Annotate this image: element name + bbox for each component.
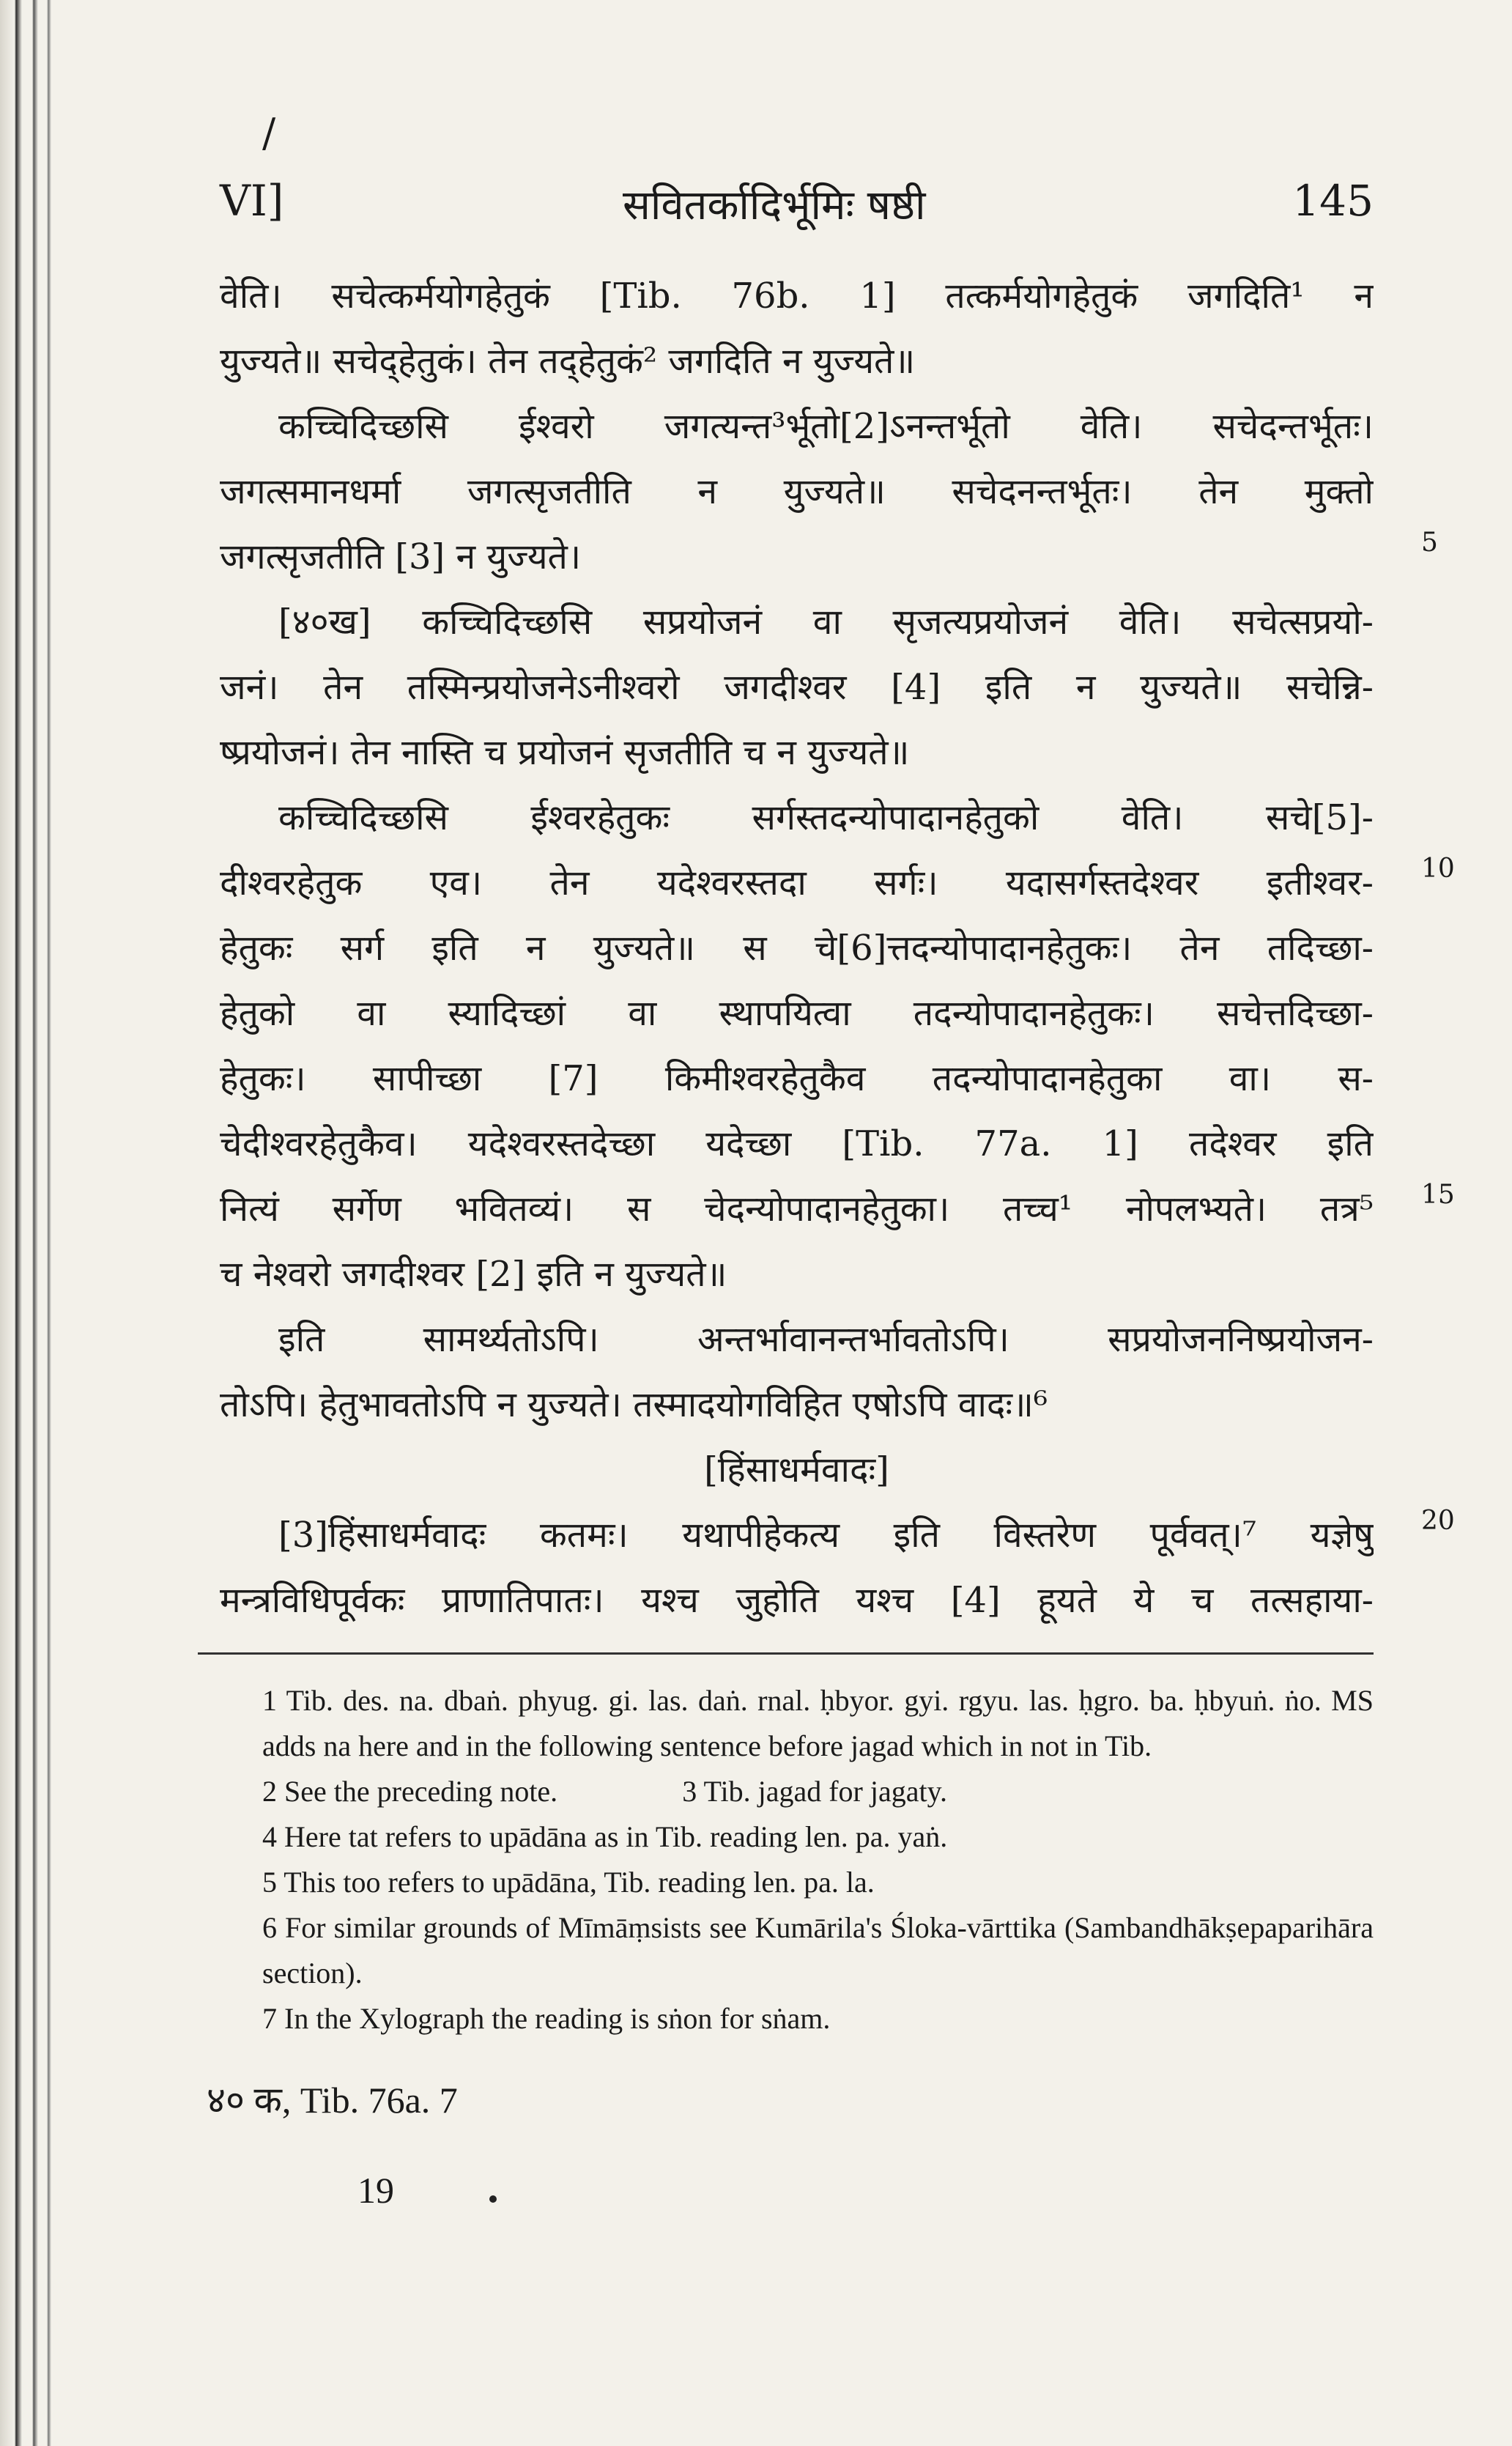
body-line: हेतुको वा स्यादिच्छां वा स्थापयित्वा तदन्योपादानहेतुकः। सचेत्तदिच्छा- (220, 993, 1374, 1034)
body-line: इति सामर्थ्यतोऽपि। अन्तर्भावानन्तर्भावतोऽपि। सप्रयोजननिष्प्रयोजन- (278, 1319, 1374, 1360)
folio-reference: ४० क, Tib. 76a. 7 (207, 2080, 458, 2121)
body-line: युज्यते॥ सचेद्हेतुकं। तेन तद्हेतुकं² जगदिति न युज्यते॥ (220, 341, 916, 382)
body-line: [४०ख] कच्चिदिच्छसि सप्रयोजनं वा सृजत्यप्रयोजनं वेति। सचेत्सप्रयो- (278, 602, 1374, 643)
section-number: VI] (220, 176, 284, 226)
body-line: तोऽपि। हेतुभावतोऽपि न युज्यते। तस्मादयोगविहित एषोऽपि वादः॥⁶ (220, 1384, 1048, 1425)
footnote: 4 Here tat refers to upādāna as in Tib. reading len. pa. yaṅ. (262, 1820, 948, 1853)
body-line: नित्यं सर्गेण भवितव्यं। स चेदन्योपादानहेतुका। तच्च¹ नोपलभ्यते। तत्र⁵ (220, 1189, 1374, 1230)
body-line: दीश्वरहेतुक एव। तेन यदेश्वरस्तदा सर्गः। यदासर्गस्तदेश्वर इतीश्वर- (220, 862, 1374, 904)
footnotes (204, 1678, 1374, 2042)
footnote: 3 Tib. jagad for jagaty. (682, 1775, 948, 1808)
line-number: 20 (1421, 1506, 1455, 1536)
body-line: जगत्सृजतीति [3] न युज्यते। (220, 536, 582, 577)
book-binding-edge (0, 0, 62, 2446)
footnote-row (204, 1769, 1374, 1814)
body-line: जनं। तेन तस्मिन्प्रयोजनेऽनीश्वरो जगदीश्वर [4] इति न युज्यते॥ सचेन्नि- (220, 667, 1374, 708)
running-header (220, 176, 1374, 242)
footnote: 7 In the Xylograph the reading is sṅon for sṅam. (262, 2002, 831, 2035)
body-line: हेतुकः सर्ग इति न युज्यते॥ स चे[6]त्तदन्योपादानहेतुकः। तेन तदिच्छा- (220, 928, 1374, 969)
body-line: वेति। सचेत्कर्मयोगहेतुकं [Tib. 76b. 1] तत्कर्मयोगहेतुकं जगदिति¹ न (220, 276, 1374, 317)
body-line: हेतुकः। सापीच्छा [7] किमीश्वरहेतुकैव तदन्योपादानहेतुका वा। स- (220, 1058, 1374, 1099)
line-number: 10 (1421, 854, 1455, 884)
footnote: 1 Tib. des. na. dbaṅ. phyug. gi. las. daṅ. rnal. ḥbyor. gyi. rgyu. las. ḥgro. ba. ḥbyuṅ. ṅo. MS adds na here and in the following sentence before jagad which in not in Tib. (262, 1684, 1374, 1762)
body-line: मन्त्रविधिपूर्वकः प्राणातिपातः। यश्च जुहोति यश्च [4] हूयते ये च तत्सहाया- (220, 1580, 1374, 1621)
footnote: 6 For similar grounds of Mīmāṃsists see Kumārila's Śloka-vārttika (Sambandhākṣepaparihāra section). (262, 1911, 1374, 1989)
running-title: सवितर्कादिर्भूमिः षष्ठी (623, 182, 926, 229)
body-line: चेदीश्वरहेतुकैव। यदेश्वरस्तदेच्छा यदेच्छा [Tib. 77a. 1] तदेश्वर इति (220, 1123, 1374, 1164)
footnote: 2 See the preceding note. (262, 1775, 558, 1808)
line-number: 15 (1421, 1180, 1455, 1210)
footnote-rule (198, 1652, 1374, 1655)
body-line: [3]हिंसाधर्मवादः कतमः। यथापीहेकत्य इति विस्तरेण पूर्ववत्।⁷ यज्ञेषु (278, 1515, 1374, 1556)
footnote: 5 This too refers to upādāna, Tib. reading len. pa. la. (262, 1866, 875, 1899)
signature-mark: 19 (357, 2170, 394, 2211)
dot-mark (489, 2195, 497, 2203)
body-line: कच्चिदिच्छसि ईश्वरहेतुकः सर्गस्तदन्योपादानहेतुको वेति। सचे[5]- (278, 797, 1374, 838)
pencil-mark: / (262, 110, 276, 156)
body-line: कच्चिदिच्छसि ईश्वरो जगत्यन्त³र्भूतो[2]ऽनन्तर्भूतो वेति। सचेदन्तर्भूतः। (278, 406, 1374, 447)
line-number: 5 (1421, 528, 1438, 558)
body-line: ष्प्रयोजनं। तेन नास्ति च प्रयोजनं सृजतीति च न युज्यते॥ (220, 732, 910, 773)
sanskrit-body (220, 264, 1374, 1633)
page-number: 145 (1292, 176, 1374, 226)
body-line: च नेश्वरो जगदीश्वर [2] इति न युज्यते॥ (220, 1254, 727, 1295)
section-heading: [हिंसाधर्मवादः] (704, 1449, 889, 1490)
body-line: जगत्समानधर्मा जगत्सृजतीति न युज्यते॥ सचेदनन्तर्भूतः। तेन मुक्तो (220, 471, 1374, 512)
